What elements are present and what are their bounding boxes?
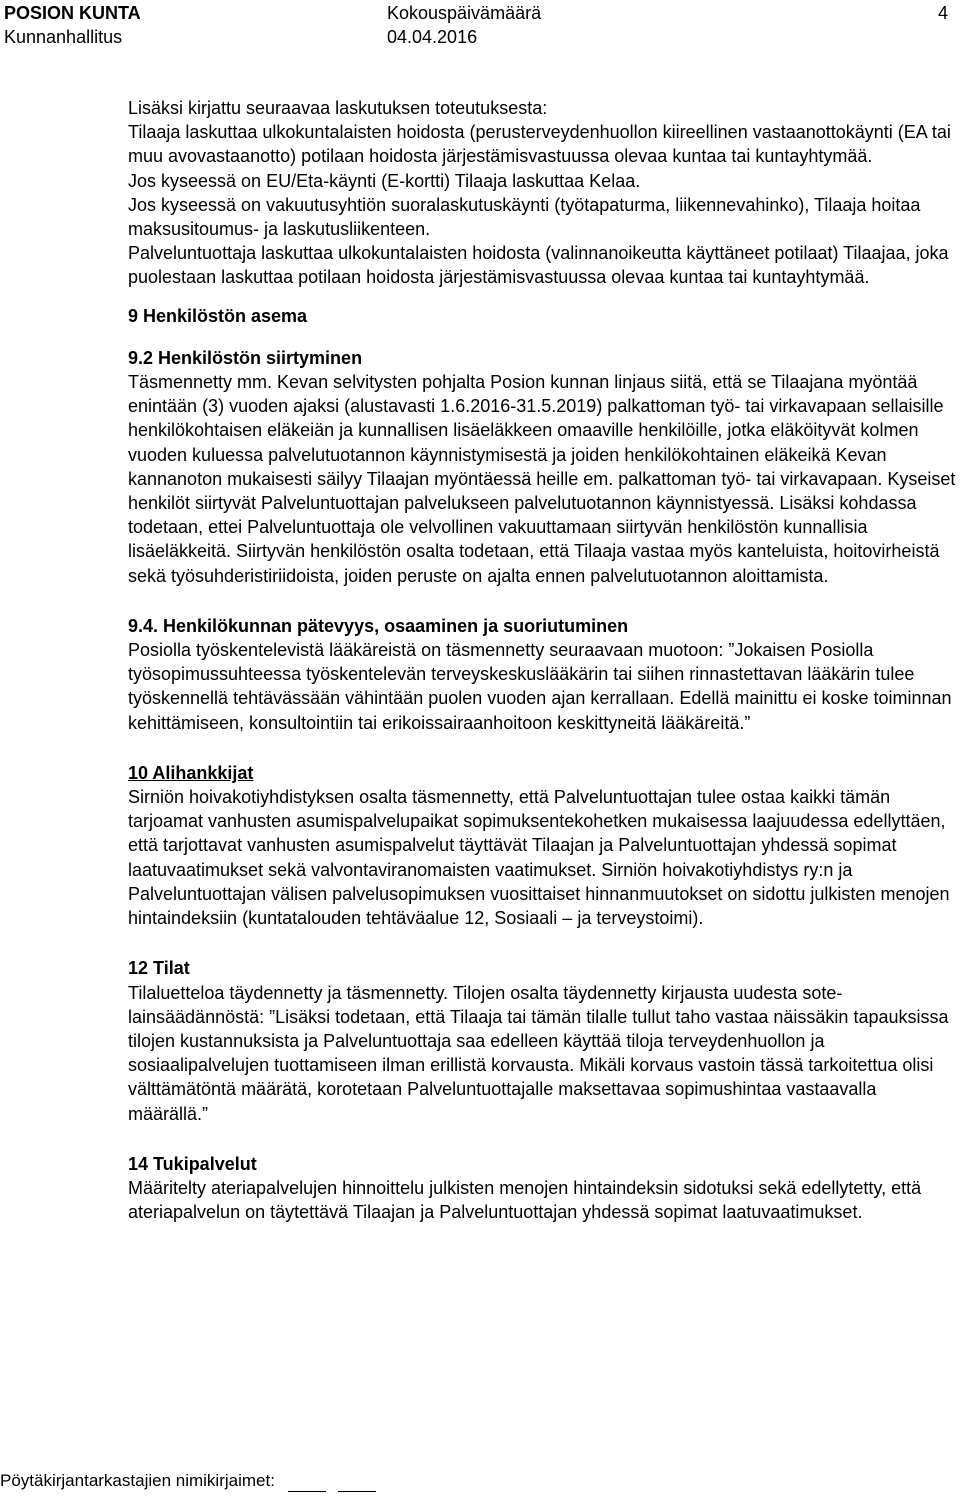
section-9-2-body: Täsmennetty mm. Kevan selvitysten pohjalta Posion kunnan linjaus siitä, että se Tilaajana myöntää enintään (3) vuoden ajaksi (alustavasti 1.6.2016-31.5.2019) palkattoman työ- tai virkavapaan sellaisille henkilökohtaisen eläkeiän ja kunnallisen lisäeläkkeen omaaville henkilöille, jotka eläköityvät kolmen vuoden kuluessa palvelutuotannon käynnistymisestä ja joiden henkilökohtainen eläkeikä Kevan kannanoton mukaisesti säilyy Tilaajan myöntäessä heille em. palkattoman työ- tai virkavapaan. Kyseiset henkilöt siirtyvät Palveluntuottajan palvelukseen palvelutuotannon käynnistyessä. Lisäksi kohdassa todetaan, ettei Palveluntuottaja ole velvollinen vakuuttamaan siirtyvän henkilöstön kunnallisia lisäeläkkeitä. Siirtyvän henkilöstön osalta todetaan, että Tilaaja vastaa myös kanteluista, hoitovirheistä sekä työsuhderistiriidoista, joiden peruste on ajalta ennen palvelutuotannon aloittamista. [128,372,956,586]
section-14-body: Määritelty ateriapalvelujen hinnoittelu julkisten menojen hintaindeksin sidotuksi sekä edellytetty, että ateriapalvelun on täytettävä Tilaajan ja Palveluntuottajan yhdessä sopimat laatuvaatimukset. [128,1177,922,1223]
page-number: 4 [938,3,949,23]
doc-type-label: Kokouspäivämäärä [387,3,542,23]
intro-paragraph-1: Tilaaja laskuttaa ulkokuntalaisten hoidosta (perusterveydenhuollon kiireellinen vastaanottokäynti (EA tai muu avovastaanotto) potilaan hoidosta järjestämisvastuussa olevaa kuntaa tai kuntayhtymää. [128,122,951,167]
org-name: POSION KUNTA [4,3,141,23]
page-footer [0,1470,376,1492]
header-row-1 [0,1,960,27]
initials-label: Pöytäkirjantarkastajien nimikirjaimet: [0,1471,275,1490]
section-14-heading: 14 Tukipalvelut [128,1153,257,1174]
page-header [0,0,960,50]
section-9-4-body: Posiolla työskentelevistä lääkäreistä on täsmennetty seuraavaan muotoon: ”Jokaisen Posiolla työsopimussuhteessa työskentelevän terveyskeskuslääkärin tai siihen rinnastettavan lääkärin tulee työskennellä tehtävässään vähintään puolen vuoden ajan kerrallaan. Edellä mainittu ei koske toiminnan kehittämiseen, konsultointiin tai erikoissairaanhoitoon keskittyneitä lääkäreitä.” [128,640,952,733]
intro-paragraph-2: Jos kyseessä on EU/Eta-käynti (E-kortti) Tilaaja laskuttaa Kelaa. [128,170,641,191]
meeting-date: 04.04.2016 [387,27,478,47]
initials-field-1 [288,1477,326,1492]
document-body [128,96,960,1224]
section-9-2-heading: 9.2 Henkilöstön siirtyminen [128,347,363,368]
governing-body: Kunnanhallitus [4,27,123,47]
intro-paragraph-3: Jos kyseessä on vakuutusyhtiön suoralaskutuskäynti (työtapaturma, liikennevahinko), Tilaaja hoitaa maksusitoumus- ja laskutusliikenteen. [128,194,921,240]
initials-field-2 [338,1477,376,1492]
section-10-body: Sirniön hoivakotiyhdistyksen osalta täsmennetty, että Palveluntuottajan tulee ostaa kaikki tämän tarjoamat vanhusten asumispalvelupaikat sopimuksentekohetken mukaisessa laajuudessa edellyttäen, että tarjottavat vanhusten asumispalvelut täyttävät Tilaajan ja Palveluntuottajan yhdessä sopimat laatuvaatimukset sekä valvontaviranomaisten vaatimukset. Sirniön hoivakotiyhdistys ry:n ja Palveluntuottajan välisen palvelusopimuksen vuosittaiset hinnanmuutokset on sidottu julkisten menojen hintaindeksiin (kuntatalouden tehtäväalue 12, Sosiaali – ja terveystoimi). [128,787,950,929]
section-9-heading: 9 Henkilöstön asema [128,305,308,326]
section-10-heading: 10 Alihankkijat [128,762,254,783]
section-12-heading: 12 Tilat [128,958,190,979]
intro-lead: Lisäksi kirjattu seuraavaa laskutuksen toteutuksesta: [128,98,548,118]
section-12-body: Tilaluetteloa täydennetty ja täsmennetty. Tilojen osalta täydennetty kirjausta uudesta sote-lainsäädännöstä: ”Lisäksi todetaan, että Tilaaja tai tämän tilalle tullut taho vastaa näissäkin tapauksissa tilojen kustannuksista ja Palveluntuottaja saa edelleen käyttää tiloja terveydenhuollon ja sosiaalipalvelujen tuottamiseen ilman erillistä korvausta. Mikäli korvaus vastoin tässä tarkoitettua olisi välttämätöntä määrätä, korotetaan Palveluntuottajalle maksettavaa sopimushintaa vastaavalla määrällä.” [128,982,949,1124]
header-row-2 [0,25,960,51]
intro-paragraph-4: Palveluntuottaja laskuttaa ulkokuntalaisten hoidosta (valinnanoikeutta käyttäneet potilaat) Tilaajaa, joka puolestaan laskuttaa potilaan hoidosta järjestämisvastuussa olevaa kuntaa tai kuntayhtymää. [128,243,949,288]
section-9-4-heading: 9.4. Henkilökunnan pätevyys, osaaminen ja suoriutuminen [128,615,629,636]
